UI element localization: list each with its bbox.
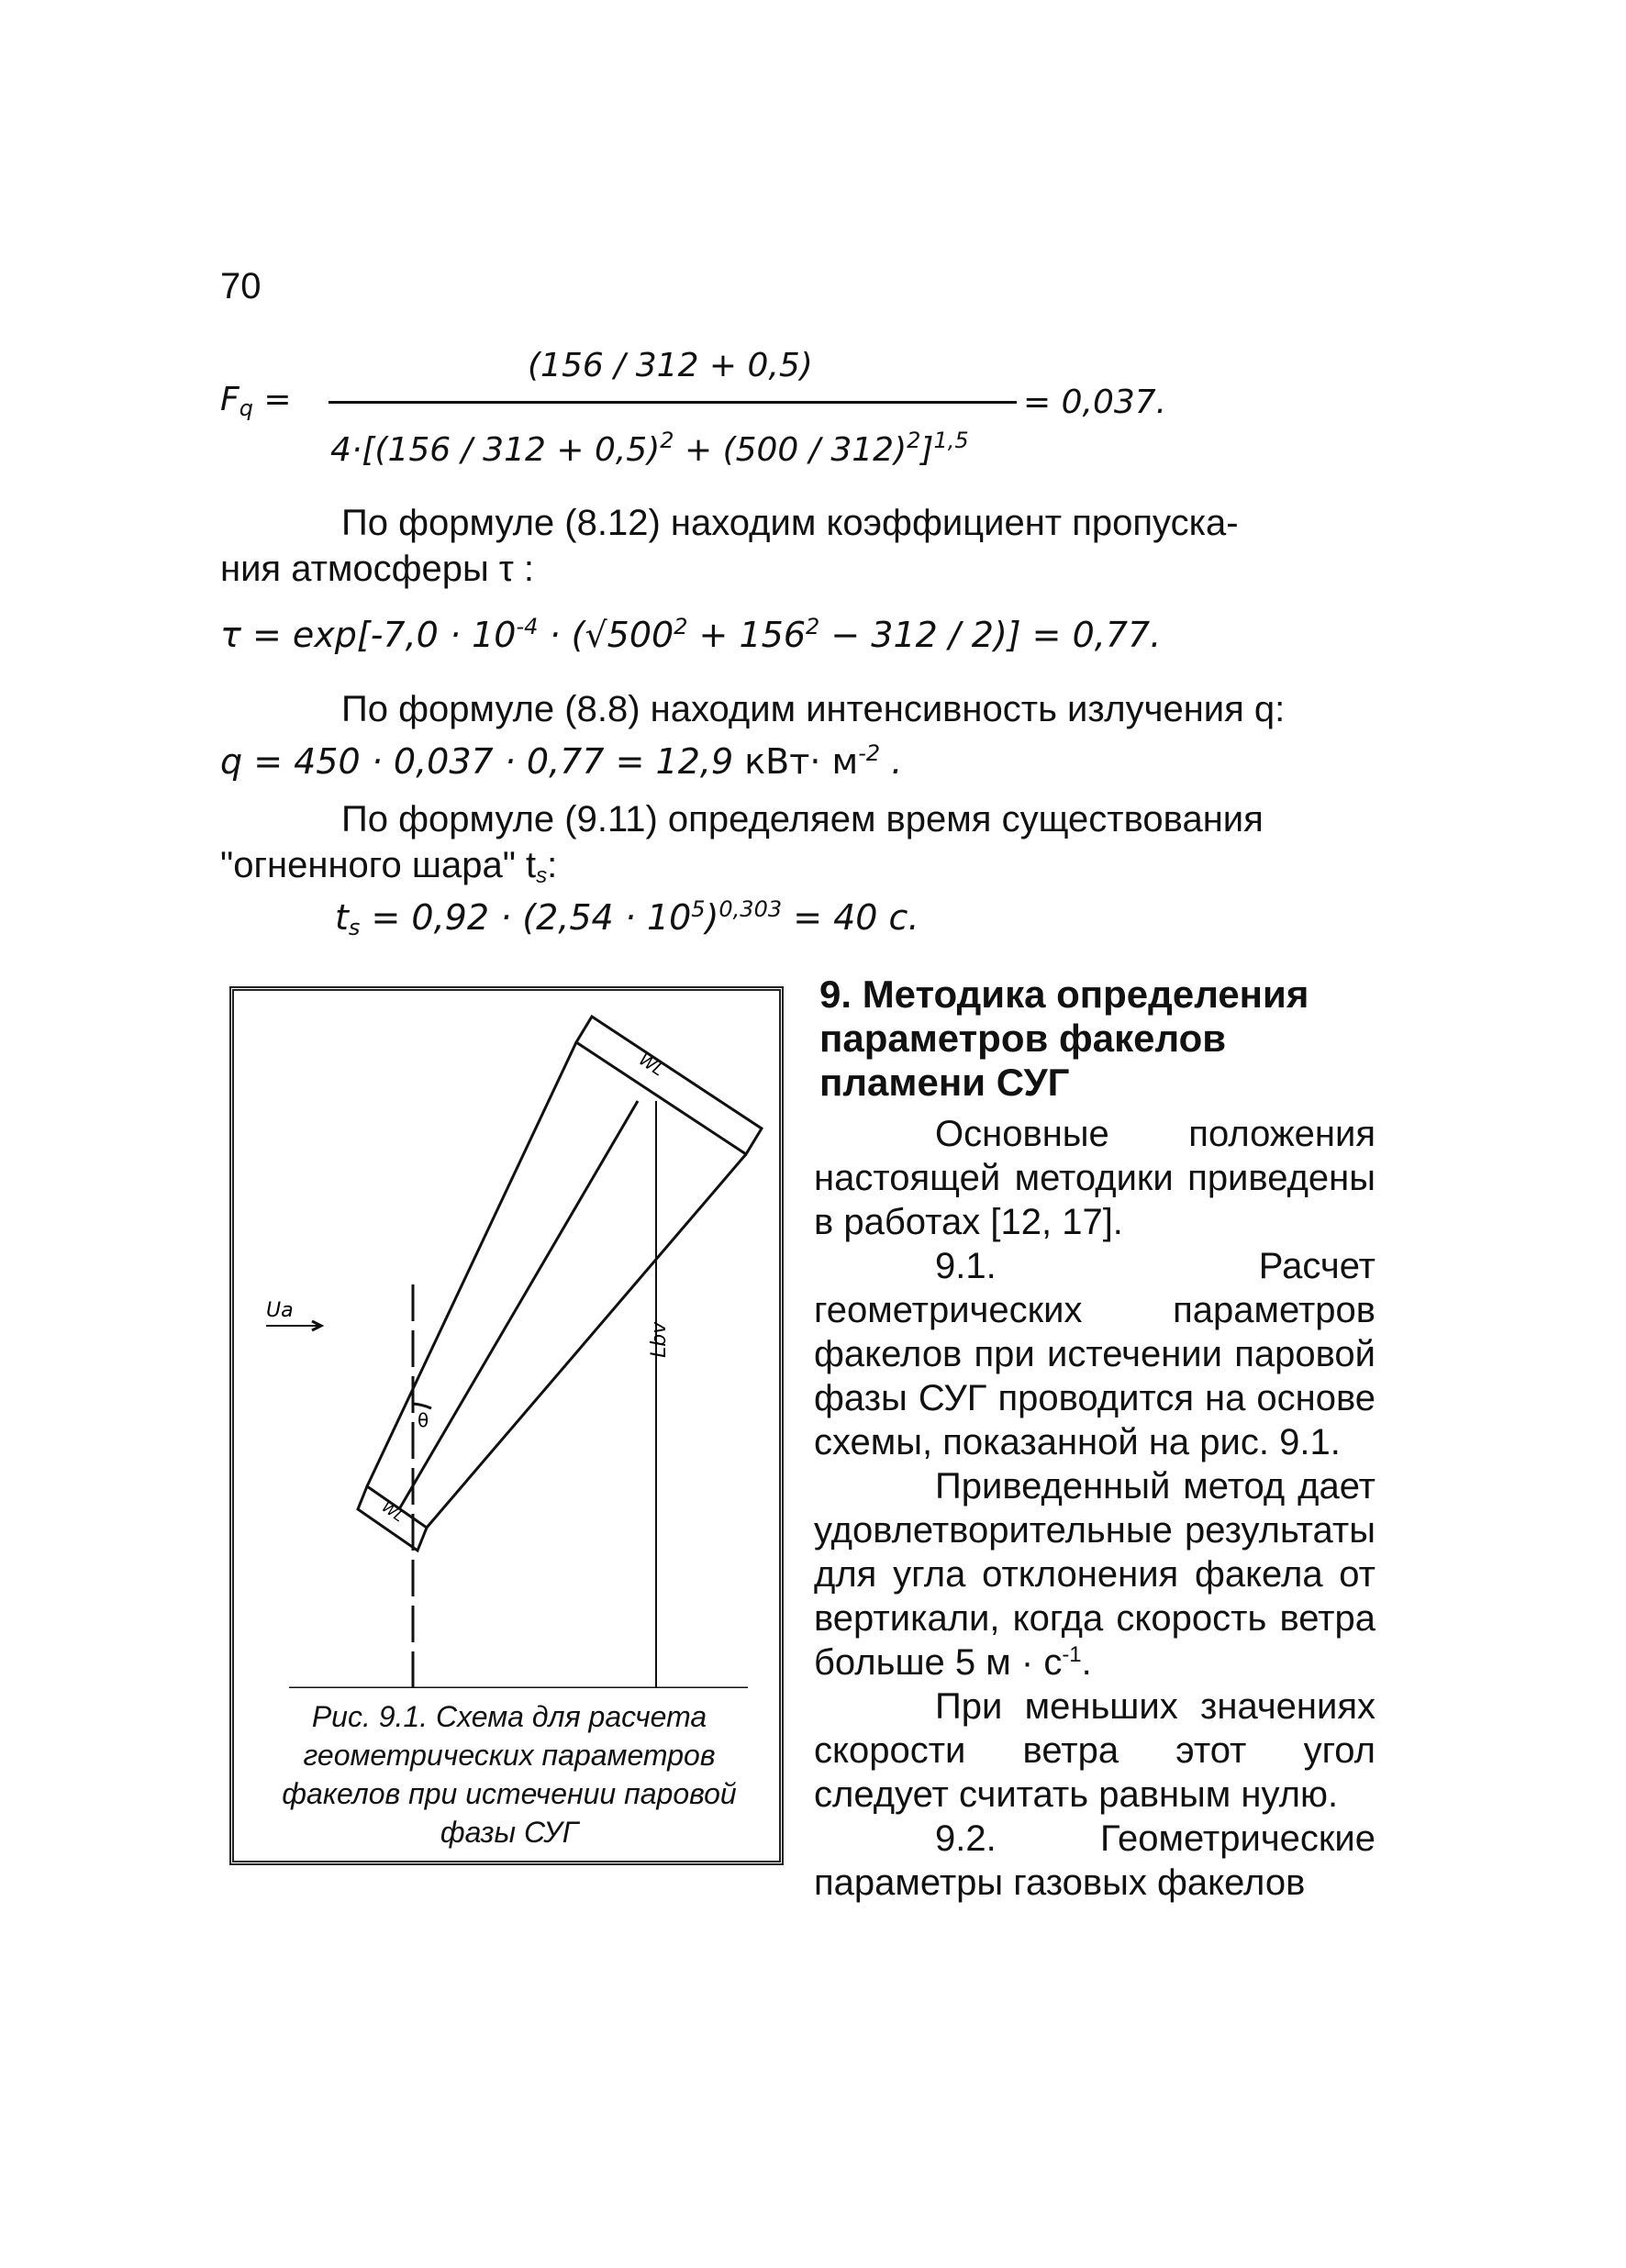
fraction-bar — [329, 401, 1017, 404]
paragraph-9-1: 9.1. Расчет геометрических параметров факелов при истечении паровой фазы СУГ проводится на основе схемы, показанной на рис. 9.1. — [814, 1246, 1375, 1462]
width-top-label: WL — [635, 1050, 668, 1081]
figure-9-1 — [229, 986, 784, 1865]
paragraph-low-wind: При меньших значениях скорости ветра этот угол следует считать равным нулю. — [814, 1686, 1375, 1815]
page-number: 70 — [220, 266, 262, 306]
paragraph-method: Приведенный метод дает удовлетворительные результаты для угла отклонения факела от вертикали, когда скорость ветра больше 5 $м \cdot с^{-1}$. — [814, 1466, 1375, 1683]
flame-scheme-diagram — [234, 991, 779, 1688]
section-heading: 9. Методика определения параметров факелов пламени СУГ — [819, 973, 1309, 1104]
length-label: Lbv — [648, 1321, 671, 1358]
paragraph-q-intro: По формуле (8.8) находим интенсивность излучения q: — [341, 689, 1286, 729]
right-column-text — [814, 1112, 1375, 1905]
fq-lhs: $F_q$ = — [220, 381, 292, 421]
formula-q: q = 450 · 0,037 · 0,77 = 12,9 $кВт\cdot м^{-2}$ . — [220, 740, 903, 782]
flame-top-width — [576, 1017, 762, 1154]
figure-caption: Рис. 9.1. Схема для расчета геометрических параметров факелов при истечении паровой фазы СУГ — [282, 1700, 737, 1849]
fq-numerator: (156 / 312 + 0,5) — [528, 347, 813, 384]
formula-ts: $t_s = 0,92 \cdot (2,54 \cdot 10^5)^{0,303} = 40$ с. — [335, 896, 919, 940]
paragraph-ts-intro: По формуле (9.11) определяем время существования "огненного шара" $t_s$: — [220, 799, 1264, 888]
paragraph-tau-intro: По формуле (8.12) находим коэффициент пропуска- ния атмосферы τ : — [220, 503, 1239, 589]
paragraph-basics: Основные положения настоящей методики приведены в работах [12, 17]. — [814, 1114, 1375, 1242]
paragraph-9-2: 9.2. Геометрические параметры газовых факелов — [814, 1818, 1375, 1903]
formula-tau: $\tau = \exp[-7,0 \cdot 10^{-4} \cdot (√500^2 + 156^2 - 312 / 2)] = 0,77$. — [220, 614, 1162, 655]
fq-result: = 0,037. — [1023, 384, 1167, 421]
theta-label: θ — [418, 1409, 429, 1431]
wind-label: Ua — [266, 1299, 294, 1322]
fq-denominator: $4\cdot[(156 / 312 + 0,5)^2 + (500 / 312)^2]^{1,5}$ — [330, 428, 969, 469]
width-bottom-label: WL — [378, 1497, 407, 1526]
